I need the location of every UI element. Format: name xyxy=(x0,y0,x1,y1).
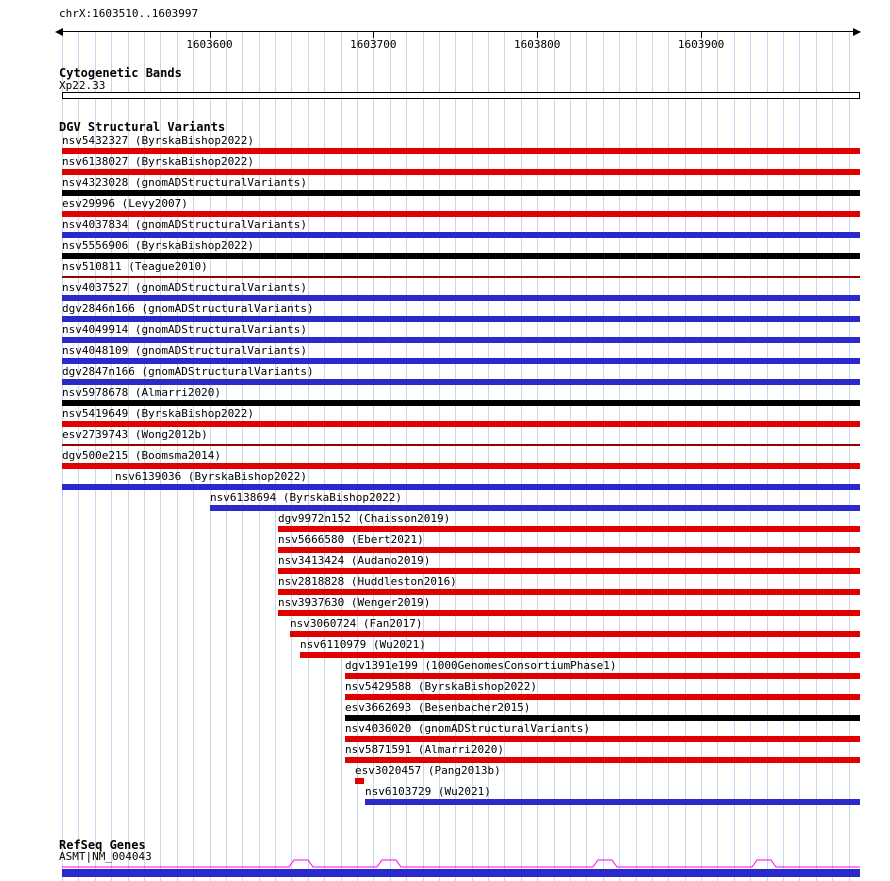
grid-line xyxy=(504,32,505,881)
grid-line xyxy=(537,32,538,881)
grid-line xyxy=(767,32,768,881)
variant-bar[interactable] xyxy=(278,589,860,595)
variant-bar[interactable] xyxy=(62,484,860,490)
variant-bar[interactable] xyxy=(365,799,860,805)
variant-label[interactable]: esv29996 (Levy2007) xyxy=(62,197,188,210)
variant-bar[interactable] xyxy=(62,148,860,154)
variant-label[interactable]: dgv9972n152 (Chaisson2019) xyxy=(278,512,451,525)
grid-line xyxy=(341,32,342,881)
dgv-track-title: DGV Structural Variants xyxy=(59,120,226,134)
variant-label[interactable]: dgv1391e199 (1000GenomesConsortiumPhase1) xyxy=(345,659,617,672)
grid-line xyxy=(816,32,817,881)
variant-bar[interactable] xyxy=(278,547,860,553)
variant-label[interactable]: nsv6139036 (ByrskaBishop2022) xyxy=(115,470,308,483)
variant-bar[interactable] xyxy=(345,715,860,721)
grid-line xyxy=(586,32,587,881)
variant-bar[interactable] xyxy=(210,505,860,511)
ruler-tick-label: 1603600 xyxy=(186,38,233,51)
variant-label[interactable]: nsv6103729 (Wu2021) xyxy=(365,785,491,798)
variant-bar[interactable] xyxy=(62,379,860,385)
grid-line xyxy=(554,32,555,881)
ruler-line xyxy=(62,31,860,32)
variant-label[interactable]: dgv2846n166 (gnomADStructuralVariants) xyxy=(62,302,314,315)
variant-label[interactable]: nsv6110979 (Wu2021) xyxy=(300,638,426,651)
cytoband-label: Xp22.33 xyxy=(59,79,106,92)
variant-bar[interactable] xyxy=(62,337,860,343)
variant-bar[interactable] xyxy=(345,757,860,763)
variant-label[interactable]: nsv6138694 (ByrskaBishop2022) xyxy=(210,491,403,504)
grid-line xyxy=(521,32,522,881)
variant-label[interactable]: nsv5432327 (ByrskaBishop2022) xyxy=(62,134,255,147)
variant-bar[interactable] xyxy=(345,673,860,679)
variant-bar[interactable] xyxy=(278,526,860,532)
variant-bar[interactable] xyxy=(62,400,860,406)
ruler-tick-label: 1603900 xyxy=(677,38,725,51)
grid-line xyxy=(619,32,620,881)
grid-line xyxy=(685,32,686,881)
variant-bar[interactable] xyxy=(300,652,860,658)
variant-label[interactable]: nsv4049914 (gnomADStructuralVariants) xyxy=(62,323,308,336)
ruler-tick-label: 1603700 xyxy=(350,38,397,51)
variant-label[interactable]: esv2739743 (Wong2012b) xyxy=(62,428,208,441)
variant-bar[interactable] xyxy=(278,568,860,574)
variant-label[interactable]: nsv3060724 (Fan2017) xyxy=(290,617,423,630)
variant-label[interactable]: nsv5978678 (Almarri2020) xyxy=(62,386,221,399)
variant-bar[interactable] xyxy=(62,253,860,259)
variant-label[interactable]: nsv4323028 (gnomADStructuralVariants) xyxy=(62,176,308,189)
variant-label[interactable]: nsv3937630 (Wenger2019) xyxy=(278,596,431,609)
ruler-tick-label: 1603800 xyxy=(514,38,561,51)
variant-label[interactable]: esv3020457 (Pang2013b) xyxy=(355,764,501,777)
variant-label[interactable]: nsv5419649 (ByrskaBishop2022) xyxy=(62,407,255,420)
variant-label[interactable]: nsv5429588 (ByrskaBishop2022) xyxy=(345,680,538,693)
variant-label[interactable]: nsv5871591 (Almarri2020) xyxy=(345,743,504,756)
variant-label[interactable]: nsv2818828 (Huddleston2016) xyxy=(278,575,457,588)
variant-bar[interactable] xyxy=(62,316,860,322)
grid-line xyxy=(799,32,800,881)
variant-bar[interactable] xyxy=(345,736,860,742)
refseq-track-title: RefSeq Genes xyxy=(59,838,146,852)
refseq-gene-bar[interactable] xyxy=(62,869,860,877)
grid-line xyxy=(324,32,325,881)
variant-label[interactable]: nsv510811 (Teague2010) xyxy=(62,260,208,273)
cytobands-track-title: Cytogenetic Bands xyxy=(59,66,182,80)
grid-line xyxy=(275,32,276,881)
variant-bar[interactable] xyxy=(278,610,860,616)
refseq-gene-label[interactable]: ASMT|NM_004043 xyxy=(59,850,152,863)
refseq-curve xyxy=(62,856,860,869)
grid-line xyxy=(570,32,571,881)
grid-line xyxy=(668,32,669,881)
variant-label[interactable]: nsv5666580 (Ebert2021) xyxy=(278,533,424,546)
variant-bar[interactable] xyxy=(62,169,860,175)
grid-line xyxy=(701,32,702,881)
cytoband-bar[interactable] xyxy=(62,92,860,99)
variant-bar[interactable] xyxy=(62,421,860,427)
ruler-left-arrow-icon xyxy=(55,28,63,36)
variant-bar[interactable] xyxy=(62,358,860,364)
variant-label[interactable]: nsv4037527 (gnomADStructuralVariants) xyxy=(62,281,308,294)
grid-line xyxy=(734,32,735,881)
variant-bar[interactable] xyxy=(62,211,860,217)
variant-label[interactable]: nsv5556906 (ByrskaBishop2022) xyxy=(62,239,255,252)
variant-bar[interactable] xyxy=(290,631,860,637)
variant-bar[interactable] xyxy=(62,444,860,446)
variant-bar[interactable] xyxy=(345,694,860,700)
variant-bar[interactable] xyxy=(62,276,860,278)
grid-line xyxy=(750,32,751,881)
grid-line xyxy=(849,32,850,881)
grid-line xyxy=(259,32,260,881)
grid-line xyxy=(832,32,833,881)
variant-label[interactable]: nsv6138027 (ByrskaBishop2022) xyxy=(62,155,255,168)
grid-line xyxy=(603,32,604,881)
variant-bar[interactable] xyxy=(62,190,860,196)
grid-line xyxy=(783,32,784,881)
variant-label[interactable]: nsv3413424 (Audano2019) xyxy=(278,554,431,567)
variant-bar[interactable] xyxy=(62,463,860,469)
grid-line xyxy=(652,32,653,881)
grid-line xyxy=(308,32,309,881)
grid-line xyxy=(636,32,637,881)
variant-label[interactable]: dgv500e215 (Boomsma2014) xyxy=(62,449,221,462)
grid-line xyxy=(291,32,292,881)
variant-label[interactable]: nsv4048109 (gnomADStructuralVariants) xyxy=(62,344,308,357)
variant-label[interactable]: dgv2847n166 (gnomADStructuralVariants) xyxy=(62,365,314,378)
variant-bar[interactable] xyxy=(355,778,364,784)
variant-label[interactable]: esv3662693 (Besenbacher2015) xyxy=(345,701,531,714)
ruler-right-arrow-icon xyxy=(853,28,861,36)
region-label: chrX:1603510..1603997 xyxy=(59,7,199,20)
variant-bar[interactable] xyxy=(62,232,860,238)
variant-bar[interactable] xyxy=(62,295,860,301)
grid-line xyxy=(717,32,718,881)
variant-label[interactable]: nsv4037834 (gnomADStructuralVariants) xyxy=(62,218,308,231)
variant-label[interactable]: nsv4036020 (gnomADStructuralVariants) xyxy=(345,722,591,735)
